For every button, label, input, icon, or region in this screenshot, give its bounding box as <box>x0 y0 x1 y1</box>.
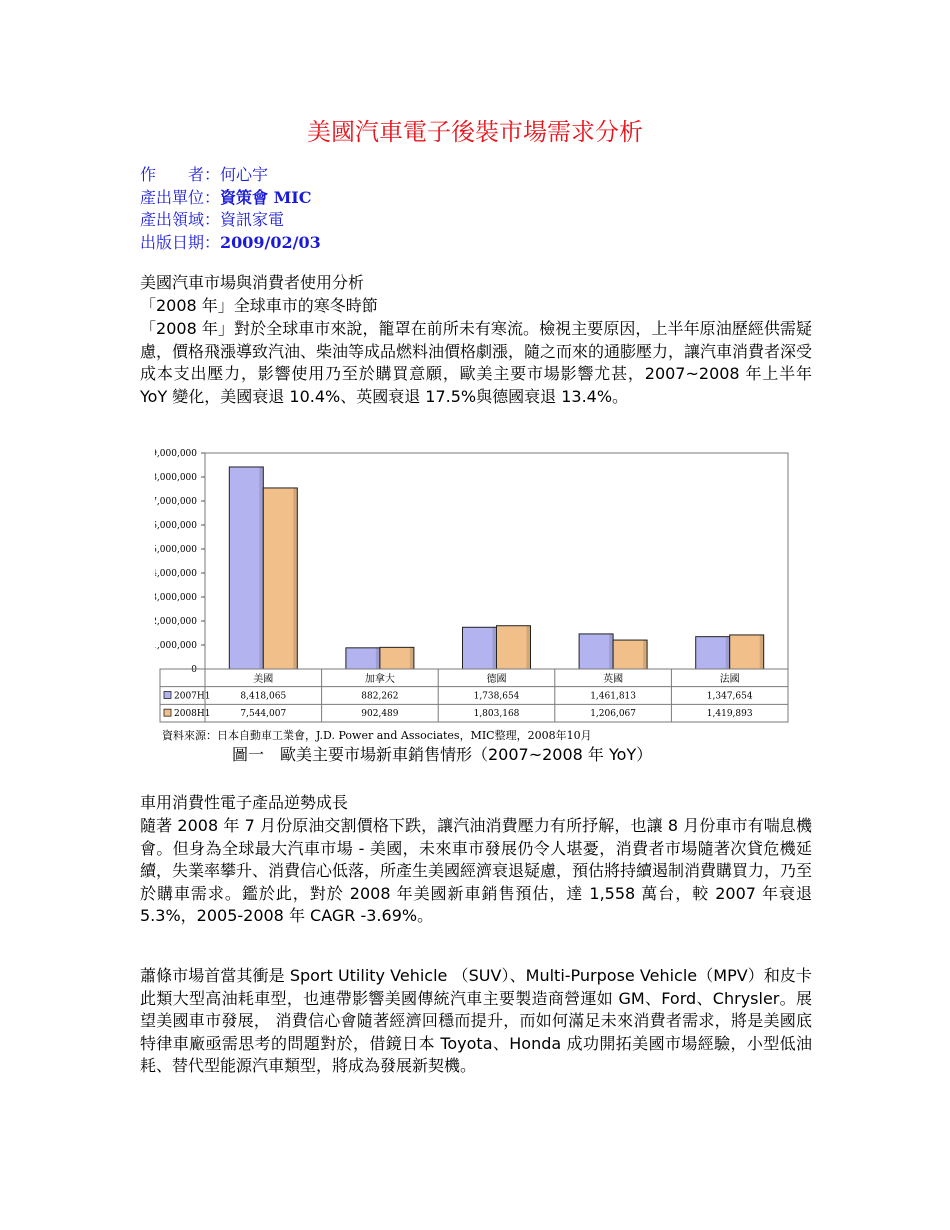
legend-swatch-2008H1 <box>164 709 171 716</box>
y-tick-label: 6,000,000 <box>155 521 197 531</box>
y-tick-label: 8,000,000 <box>155 473 197 483</box>
bar-2008H1 <box>497 626 531 669</box>
bar-shade <box>527 626 531 669</box>
y-tick-label: 9,000,000 <box>155 449 197 459</box>
bar-2008H1 <box>730 635 764 669</box>
bar-2007H1 <box>696 637 730 669</box>
meta-value: 何心宇 <box>220 165 269 184</box>
category-label: 法國 <box>719 673 740 685</box>
meta-value: 資策會 MIC <box>220 187 312 207</box>
y-tick-label: 2,000,000 <box>155 617 197 627</box>
data-label: 1,206,067 <box>590 709 637 720</box>
bar-shade <box>760 635 764 669</box>
bar-shade <box>376 648 380 669</box>
data-label: 1,803,168 <box>473 709 520 720</box>
bar-shade <box>609 634 613 669</box>
document-title: 美國汽車電子後裝市場需求分析 <box>307 118 643 146</box>
meta-domain <box>140 209 321 232</box>
section2-heading: 車用消費性電子產品逆勢成長 <box>140 793 349 812</box>
section2-paragraph: 隨著 2008 年 7 月份原油交割價格下跌，讓汽油消費壓力有所抒解，也讓 8 月份車市有喘息機會。但身為全球最大汽車市場 - 美國，未來車市發展仍令人堪憂，消費者市場隨著次貸危機延續，失業率攀升、消費信心低落，所產生美國經濟衰退疑慮，預估將持續遏制消費購買力，乃至於購車需求。鑑於此，對於 2008 年美國新車銷售預估，達 1,558 萬台，較 2007 年衰退 5.3%，2005-2008 年 CAGR -3.69%。 <box>140 816 813 925</box>
bar-shade <box>726 637 730 669</box>
figure-caption: 圖一 歐美主要市場新車銷售情形（2007~2008 年 YoY） <box>232 745 653 764</box>
figure-source: 資料來源：日本自動車工業會，J.D. Power and Associates，MIC整理，2008年10月 <box>162 729 592 742</box>
bar-shade <box>643 640 647 669</box>
meta-label: 出版日期： <box>140 232 221 252</box>
bar-shade <box>493 627 497 669</box>
y-tick-label: 3,000,000 <box>155 593 197 603</box>
data-label: 1,461,813 <box>590 691 637 702</box>
y-tick-label: 4,000,000 <box>155 569 197 579</box>
section1-paragraph: 「2008 年」對於全球車市來說，籠罩在前所未有寒流。檢視主要原因，上半年原油歷經供需疑慮，價格飛漲導致汽油、柴油等成品燃料油價格劇漲，隨之而來的通膨壓力，讓汽車消費者深受成本支出壓力，影響使用乃至於購買意願，歐美主要市場影響尤甚，2007~2008 年上半年 YoY 變化，美國衰退 10.4%、英國衰退 17.5%與德國衰退 13.4%。 <box>140 319 813 406</box>
bar-2008H1 <box>613 640 647 669</box>
bar-shade <box>259 467 263 669</box>
legend-label: 2007H1 <box>174 691 211 702</box>
meta-label: 作 者： <box>140 165 221 184</box>
meta-unit <box>140 187 321 210</box>
sales-chart <box>155 445 795 745</box>
legend-swatch-2007H1 <box>164 692 171 699</box>
data-label: 1,738,654 <box>473 691 520 702</box>
y-tick-label: 7,000,000 <box>155 497 197 507</box>
meta-date <box>140 232 321 255</box>
bar-2008H1 <box>263 488 297 669</box>
meta-value: 資訊家電 <box>220 210 285 229</box>
bar-2007H1 <box>463 627 497 669</box>
meta-value: 2009/02/03 <box>220 232 321 252</box>
section1-subheading: 「2008 年」全球車市的寒冬時節 <box>140 296 378 315</box>
y-tick-label: 5,000,000 <box>155 545 197 555</box>
legend-label: 2008H1 <box>174 709 211 720</box>
data-label: 1,419,893 <box>706 709 753 720</box>
category-label: 美國 <box>253 673 274 685</box>
section3-paragraph: 蕭條市場首當其衝是 Sport Utility Vehicle （SUV）、Multi-Purpose Vehicle（MPV）和皮卡此類大型高油耗車型，也連帶影響美國傳統汽車主要製造商營運如 GM、Ford、Chrysler。展望美國車市發展， 消費信心會隨著經濟回穩而提升，而如何滿足未來消費者需求，將是美國底特律車廠亟需思考的問題對於，借鏡日本 Toyota、Honda 成功開拓美國市場經驗，小型低油耗、替代型能源汽車類型，將成為發展新契機。 <box>140 966 812 1075</box>
meta-label: 產出單位： <box>140 187 221 207</box>
data-label: 902,489 <box>361 709 399 720</box>
document-meta <box>140 164 321 254</box>
category-label: 德國 <box>486 673 507 685</box>
category-label: 加拿大 <box>364 673 395 685</box>
category-label: 英國 <box>603 673 624 685</box>
bar-2007H1 <box>346 648 380 669</box>
bar-shade <box>410 647 414 669</box>
bar-2007H1 <box>579 634 613 669</box>
data-label: 8,418,065 <box>240 691 287 702</box>
bar-shade <box>293 488 297 669</box>
y-tick-label: 0 <box>191 665 197 675</box>
bar-2008H1 <box>380 647 414 669</box>
data-label: 1,347,654 <box>706 691 753 702</box>
meta-label: 產出領域： <box>140 210 221 229</box>
bar-2007H1 <box>229 467 263 669</box>
section1-heading: 美國汽車市場與消費者使用分析 <box>140 273 365 292</box>
meta-author <box>140 164 321 187</box>
data-label: 7,544,007 <box>240 709 287 720</box>
y-tick-label: 1,000,000 <box>155 641 197 651</box>
data-label: 882,262 <box>361 691 399 702</box>
sales-chart-svg <box>155 445 795 745</box>
